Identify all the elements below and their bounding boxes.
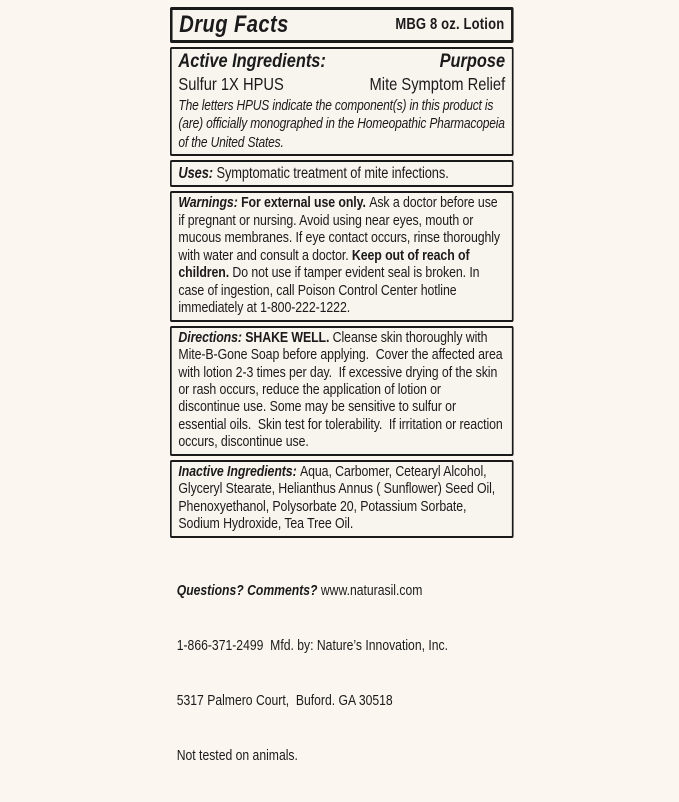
directions-body: Cleanse skin thoroughly with Mite-B-Gone Soap before applying. Cover the affected area with lotion 2-3 times per day. If excessive drying of the skin or rash occurs, reduce the application of lotion or discontinue use. Some may be sensitive to sulfur or essential oils. Skin test for tolerability. If irritation or reaction occurs, discontinue use. — [178, 329, 507, 451]
questions-label: Questions? Comments? — [176, 583, 321, 600]
active-ingredients-section — [170, 47, 514, 156]
directions-label: Directions: — [178, 329, 246, 346]
phone-manufacturer-line: 1-866-371-2499 Mfd. by: Nature’s Innovation, Inc. — [176, 638, 449, 655]
uses-section — [170, 160, 514, 187]
contact-section — [170, 546, 514, 802]
inactive-ingredients-text — [178, 464, 505, 534]
active-ingredient-row — [178, 74, 505, 94]
address-line: 5317 Palmero Court, Buford. GA 30518 — [176, 692, 393, 709]
questions-line — [177, 582, 507, 600]
active-ingredient-purpose: Mite Symptom Relief — [369, 74, 506, 95]
active-ingredients-heading: Active Ingredients: — [178, 50, 326, 73]
drug-facts-header — [170, 7, 514, 43]
animal-testing-line: Not tested on animals. — [176, 747, 298, 764]
warnings-body-1: Ask a doctor before use if pregnant or nursing. Avoid using near eyes, mouth or mucous membranes. If eye contact occurs, rinse thoroughly with water and consult a doctor. — [178, 195, 504, 264]
directions-section — [170, 326, 514, 456]
warnings-body-2: Do not use if tamper evident seal is broken. In case of ingestion, call Poison Control Center hotline immediately at 1-800-222-1222. — [178, 265, 483, 317]
warnings-external-use: For external use only. — [241, 195, 370, 212]
uses-text — [178, 164, 505, 183]
directions-text — [178, 330, 505, 452]
active-ingredient-name: Sulfur 1X HPUS — [178, 74, 284, 95]
inactive-ingredients-label: Inactive Ingredients: — [178, 463, 300, 480]
uses-label: Uses: — [178, 165, 217, 183]
drug-facts-title: Drug Facts — [179, 11, 289, 38]
warnings-section — [170, 191, 514, 321]
drug-facts-label — [170, 7, 514, 802]
warnings-keep-out: Keep out of reach of children. — [178, 247, 473, 282]
warnings-text — [178, 195, 505, 317]
uses-body: Symptomatic treatment of mite infections. — [216, 165, 449, 183]
website-url: www.naturasil.com — [320, 583, 423, 600]
inactive-ingredients-body: Aqua, Carbomer, Cetearyl Alcohol, Glyceryl Stearate, Helianthus Annus ( Sunflower) Seed Oil, Phenoxyethanol, Polysorbate 20, Potassium Sorbate, Sodium Hydroxide, Tea Tree Oil. — [178, 463, 499, 533]
warnings-label: Warnings: — [178, 195, 242, 212]
directions-shake-well: SHAKE WELL. — [245, 329, 333, 346]
inactive-ingredients-section — [170, 460, 514, 538]
product-size-label: MBG 8 oz. Lotion — [395, 15, 505, 33]
hpus-note: The letters HPUS indicate the component(s) in this product is (are) officially monographed in the Homeopathic Pharmacopeia of the United States. — [178, 98, 505, 151]
active-ingredients-heading-row — [178, 51, 505, 73]
purpose-heading: Purpose — [439, 50, 506, 73]
